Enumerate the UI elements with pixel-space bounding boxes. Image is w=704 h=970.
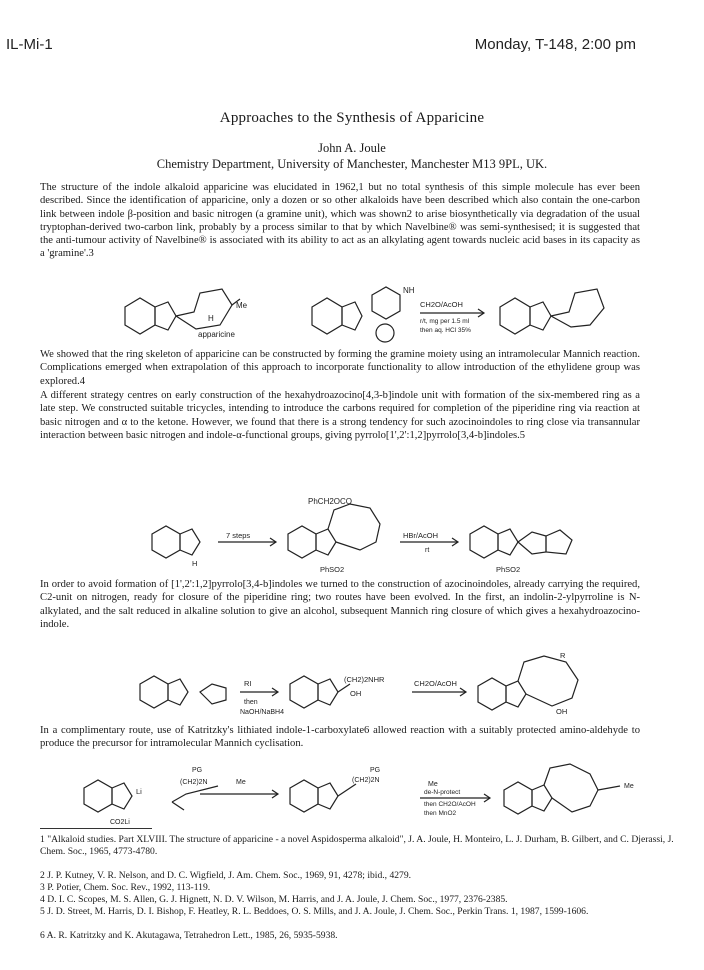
reagent-deprotect: de-N-protect <box>424 789 461 796</box>
running-header-code: IL-Mi-1 <box>6 36 53 53</box>
paragraph-strategy: A different strategy centres on early construction of the hexahydroazocino[4,3-b]indole unit with formation of the six-membered ring as a late step. We constructed suitable tricycles, intending to introduce the carbons required for completion of the piperidine ring via reaction at basic nitrogen and α to the ketone. However, we found that there is a strong tendency for such azocinoindoles to ring close via transannular interaction between basic nitrogen and indole-α-functional groups, giving pyrrolo[1',2':1,2]pyrrolo[3,4-b]indoles.5 <box>40 390 640 441</box>
scheme-3-route-one <box>0 648 704 720</box>
label-chain-a: (CH2)2N <box>180 779 208 786</box>
reagent-rt: rt <box>425 547 430 554</box>
running-header-session: Monday, T-148, 2:00 pm <box>474 36 636 53</box>
step-7-steps: 7 steps <box>226 531 251 540</box>
reagent-naoh-nabh4: NaOH/NaBH4 <box>240 709 284 716</box>
footnote-4: 4 D. I. C. Scopes, M. S. Allen, G. J. Hignett, N. D. V. Wilson, M. Harris, and J. A. Joule, J. Chem. Soc., 1977, 2376-2385. <box>40 894 508 905</box>
label-oh-b: OH <box>556 707 568 716</box>
label-nh-indole: H <box>192 559 198 568</box>
scheme-2-azocinoindole <box>0 494 704 579</box>
paragraph-routes: In order to avoid formation of [1',2':1,2]pyrrolo[3,4-b]indoles we turned to the construction of azocinoindoles, already carrying the required, C2-unit on nitrogen, ready for closure of the piperidine ring; two routes have been evolved. In the first, an indolin-2-ylpyrroline is N-alkylated, and the salt reduced in alkaline solution to give an alcohol, subsequent Mannich ring closure of which gives a hexahydroazocino-indole. <box>40 579 640 630</box>
label-me: Me <box>236 301 248 310</box>
label-phso2-a: PhSO2 <box>320 565 345 574</box>
reagent-cond-2: then aq. HCl 35% <box>420 327 471 334</box>
footnote-rule <box>40 828 152 829</box>
reagent-then: then <box>244 699 258 706</box>
label-h: H <box>208 314 214 323</box>
scheme-1-apparicine <box>0 275 704 345</box>
label-pg-a: PG <box>192 767 203 774</box>
footnote-6: 6 A. R. Katritzky and K. Akutagawa, Tetrahedron Lett., 1985, 26, 5935-5938. <box>40 930 338 941</box>
reagent-ch2o: then CH2O/AcOH <box>424 801 476 808</box>
label-li: Li <box>136 787 142 796</box>
label-phso2-b: PhSO2 <box>496 565 521 574</box>
label-oh-a: OH <box>350 689 362 698</box>
label-me-a: Me <box>236 779 246 786</box>
scheme-4-route-two <box>0 760 704 830</box>
reagent-ch2o-acoh: CH2O/AcOH <box>420 300 463 309</box>
label-phch2oco: PhCH2OCO <box>308 497 353 506</box>
paragraph-complimentary: In a complimentary route, use of Katritzky's lithiated indole-1-carboxylate6 allowed reaction with a suitably protected amino-aldehyde to produce the precursor for intramolecular Mannich cyclisation. <box>40 725 640 750</box>
label-co2li: CO2Li <box>110 819 130 826</box>
reagent-ch2o-acoh-2: CH2O/AcOH <box>414 679 457 688</box>
label-nh: NH <box>403 286 415 295</box>
reagent-cond-1: r/t, mg per 1.5 ml <box>420 318 470 325</box>
reagent-hbr-acoh: HBr/AcOH <box>403 531 439 540</box>
label-apparicine: apparicine <box>198 330 235 339</box>
label-chain-nhr: (CH2)2NHR <box>344 675 385 684</box>
footnote-5: 5 J. D. Street, M. Harris, D. I. Bishop, F. Heatley, R. L. Beddoes, O. S. Mills, and J. A. Joule, J. Chem. Soc., Perkin Trans. 1, 1987, 1599-1606. <box>40 906 589 917</box>
label-pg-b: PG <box>370 767 381 774</box>
footnote-2: 2 J. P. Kutney, V. R. Nelson, and D. C. Wigfield, J. Am. Chem. Soc., 1969, 91, 4278; ibid., 4279. <box>40 870 412 881</box>
label-me-c: Me <box>624 783 634 790</box>
reagent-ri: RI <box>244 679 252 688</box>
footnote-3: 3 P. Potier, Chem. Soc. Rev., 1992, 113-119. <box>40 882 211 893</box>
label-me-b: Me <box>428 781 438 788</box>
paper-title: Approaches to the Synthesis of Apparicine <box>219 110 485 126</box>
author-block <box>0 140 704 172</box>
author-name: John A. Joule <box>318 141 386 155</box>
label-r: R <box>560 651 566 660</box>
footnote-1: 1 "Alkaloid studies. Part XLVIII. The structure of apparicine - a novel Aspidosperma alkaloid", J. A. Joule, H. Monteiro, L. J. Durham, B. Gilbert, and C. Djerassi, J. Chem. Soc., 1965, 4773-4780. <box>40 834 674 858</box>
reagent-mno2: then MnO2 <box>424 810 457 817</box>
author-affiliation: Chemistry Department, University of Manchester, Manchester M13 9PL, UK. <box>156 157 548 171</box>
paragraph-mannich: We showed that the ring skeleton of apparicine can be constructed by forming the gramine moiety using an intramolecular Mannich reaction. Complications emerged when extrapolation of this approach to incorporate functionality to allow introduction of the ethylidene group was explored.4 <box>40 349 640 387</box>
paragraph-intro: The structure of the indole alkaloid apparicine was elucidated in 1962,1 but no total synthesis of this simple molecule has ever been described. Since the identification of apparicine, only a dozen or so other alkaloids have been described which also contain the one-carbon link between indole β-position and basic nitrogen (a gramine unit), which was shown2 to arise biosynthetically via degradation of the usual tryptophan-derived two-carbon link, probably by a process similar to that by which Navelbine® was semi-synthesised; it is suggested that the anti-tumour activity of Navelbine® is associated with its ability to act as an alkylating agent towards nucleic acid bases in its capacity as a 'gramine'.3 <box>40 182 640 260</box>
label-chain-b: (CH2)2N <box>352 777 380 784</box>
